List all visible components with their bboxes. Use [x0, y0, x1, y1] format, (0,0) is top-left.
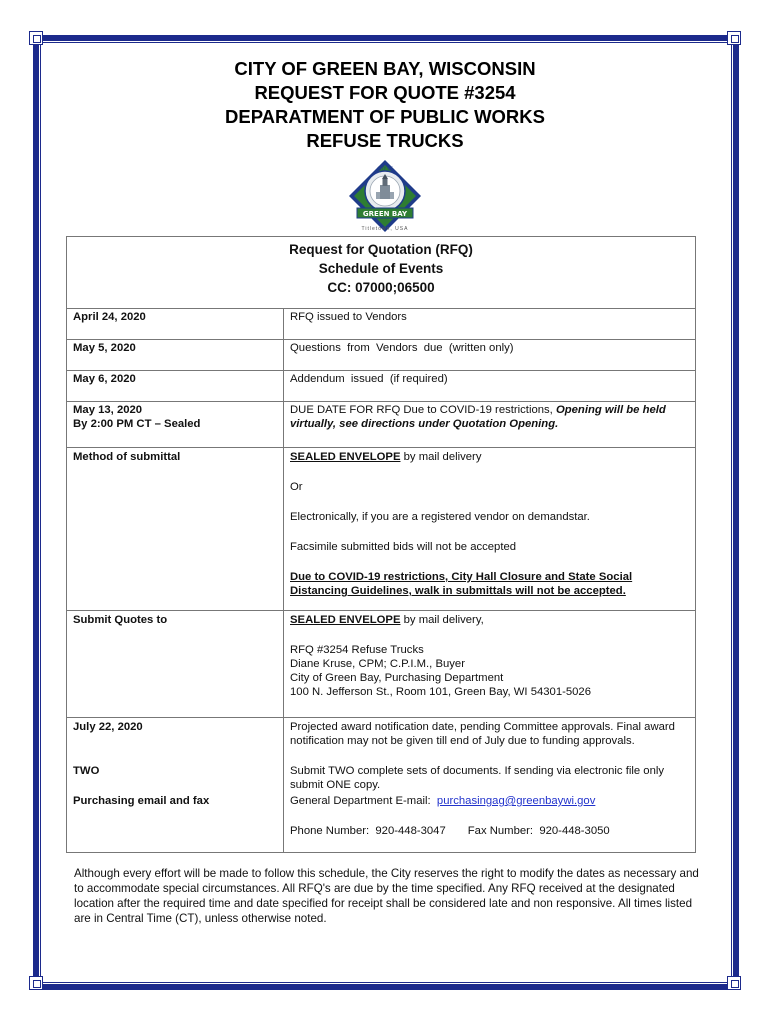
table-row: [67, 718, 696, 765]
event-date: April 24, 2020: [73, 311, 146, 323]
logo-ring-text: CITY OF: [377, 166, 393, 171]
submit-quotes-label: Submit Quotes to: [73, 614, 168, 626]
phone-number: Phone Number: 920-448-3047: [290, 825, 446, 837]
table-row: [67, 764, 696, 794]
table-header-subtitle: Schedule of Events: [318, 261, 444, 276]
mail-delivery-text: by mail delivery: [400, 451, 482, 463]
due-date: May 13, 2020: [73, 404, 143, 416]
address-line-street: 100 N. Jefferson St., Room 101, Green Bay, WI 54301-5026: [290, 686, 591, 698]
event-date: May 6, 2020: [73, 373, 136, 385]
address-line-department: City of Green Bay, Purchasing Department: [290, 672, 504, 684]
sealed-envelope-label: SEALED ENVELOPE: [290, 451, 401, 463]
copies-label: TWO: [73, 765, 100, 777]
table-header-cost-center: CC: 07000;06500: [327, 280, 435, 295]
covid-walk-in-notice: Due to COVID-19 restrictions, City Hall Closure and State Social Distancing Guidelines, walk in submittals will not be accepted.: [290, 571, 633, 597]
table-row: [67, 448, 696, 611]
table-row: [67, 340, 696, 371]
electronic-submittal-text: Electronically, if you are a registered vendor on demandstar.: [290, 511, 590, 523]
address-line-rfq: RFQ #3254 Refuse Trucks: [290, 644, 424, 656]
table-row: [67, 402, 696, 448]
title-line-subject: REFUSE TRUCKS: [306, 130, 464, 151]
address-line-buyer: Diane Kruse, CPM; C.P.I.M., Buyer: [290, 658, 465, 670]
fax-number: Fax Number: 920-448-3050: [467, 825, 610, 837]
title-line-city: CITY OF GREEN BAY, WISCONSIN: [234, 58, 536, 79]
schedule-of-events-table: [66, 236, 696, 853]
table-row: [67, 371, 696, 402]
event-description: Questions from Vendors due (written only): [290, 342, 514, 354]
table-header: [67, 237, 696, 309]
table-row: [67, 611, 696, 718]
logo-name-text: GREEN BAY: [362, 210, 408, 218]
title-line-rfq: REQUEST FOR QUOTE #3254: [254, 82, 516, 103]
or-text: Or: [290, 481, 303, 493]
event-date: May 5, 2020: [73, 342, 136, 354]
email-label: General Department E-mail:: [290, 795, 437, 807]
border-corner-ornament: [727, 31, 741, 45]
table-row: [67, 309, 696, 340]
purchasing-email-link[interactable]: purchasingag@greenbaywi.gov: [436, 795, 596, 807]
border-corner-ornament: [29, 31, 43, 45]
due-time: By 2:00 PM CT – Sealed: [73, 418, 201, 430]
award-notification-text: Projected award notification date, pending Committee approvals. Final award notification may not be given till end of July due to funding approvals.: [290, 721, 675, 747]
logo-tagline: Titletown, USA: [361, 226, 409, 232]
copies-instructions: Submit TWO complete sets of documents. If sending via electronic file only submit ONE copy.: [290, 765, 665, 791]
virtual-opening-note: Opening will be held virtually, see directions under Quotation Opening.: [290, 404, 666, 430]
sealed-envelope-label: SEALED ENVELOPE: [290, 614, 401, 626]
due-date-description: DUE DATE FOR RFQ Due to COVID-19 restrictions,: [290, 404, 556, 416]
submittal-method-label: Method of submittal: [73, 451, 181, 463]
table-header-title: Request for Quotation (RFQ): [289, 242, 473, 257]
table-row: [67, 794, 696, 853]
mail-delivery-text: by mail delivery,: [400, 614, 484, 626]
border-corner-ornament: [727, 976, 741, 990]
fax-not-accepted-text: Facsimile submitted bids will not be accepted: [290, 541, 517, 553]
event-description: Addendum issued (if required): [290, 373, 448, 385]
schedule-disclaimer: Although every effort will be made to follow this schedule, the City reserves the right to modify the dates as necessary and to accommodate special circumstances. All RFQ's are due by the time specified. Any RFQ received at the designated location after the required time and date specified for receipt shall be considered late and non responsive. All times listed are in Central Time (CT), unless otherwise noted.: [74, 867, 699, 925]
contact-label: Purchasing email and fax: [73, 795, 210, 807]
award-date: July 22, 2020: [73, 721, 143, 733]
title-line-department: DEPARATMENT OF PUBLIC WORKS: [225, 106, 545, 127]
border-corner-ornament: [29, 976, 43, 990]
event-description: RFQ issued to Vendors: [290, 311, 407, 323]
document-title: [0, 57, 770, 153]
green-bay-city-seal-logo: [347, 158, 423, 234]
